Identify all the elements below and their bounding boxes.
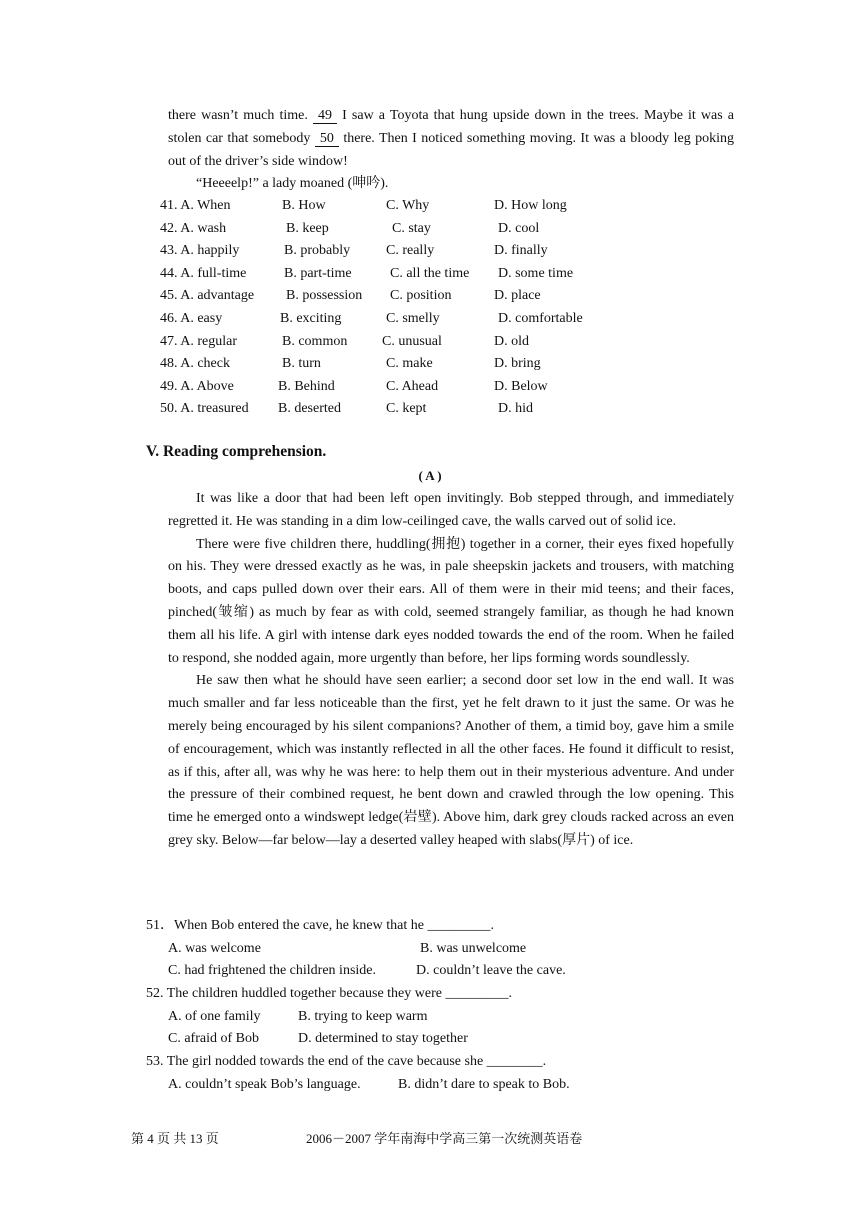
cloze-option-c: C. all the time <box>390 265 470 281</box>
cloze-option-b: B. How <box>282 198 326 213</box>
cloze-option-d: D. hid <box>498 401 533 417</box>
cloze-option-d: D. some time <box>498 265 574 281</box>
cloze-option-d: D. comfortable <box>498 311 583 326</box>
option-51-b: B. was unwelcome <box>420 941 527 956</box>
option-52-a: A. of one family <box>168 1009 261 1024</box>
blank-50: 50 <box>315 132 339 147</box>
exam-title: 2006－2007 学年南海中学高三第一次统测英语卷 <box>306 1131 583 1146</box>
passage-paragraph: There were five children there, huddling(拥抱) together in a corner, their eyes fixed hopefully on his. They were dressed exactly as he was, in pale sheepskin jackets and trousers, with matching boots, and caps pulled down over their ears. All of them were in their mid teens; and their faces, pinched(皱缩) as much by fear as with cold, seemed strangely familiar, as though he had known them all his life. A girl with intense dark eyes nodded towards the end of the room. When he failed to respond, she nodded again, more urgently than before, her lips forming words soundlessly. <box>168 536 734 666</box>
cloze-text <box>168 105 734 173</box>
cloze-option-b: B. exciting <box>280 311 342 326</box>
page-number: 第 4 页 共 13 页 <box>131 1131 219 1146</box>
cloze-option-b: B. Behind <box>278 378 335 394</box>
passage-label: ( A ) <box>418 468 442 483</box>
cloze-option-a: 50. A. treasured <box>160 401 249 417</box>
question-53: 53. The girl nodded towards the end of the cave because she ________. <box>146 1054 547 1069</box>
option-51-d: D. couldn’t leave the cave. <box>416 963 566 978</box>
cloze-option-b: B. turn <box>282 356 321 372</box>
option-52-d: D. determined to stay together <box>298 1031 468 1046</box>
cloze-text-part: I saw a Toyota that hung upside down in the trees. Maybe it was a stolen car that somebody <box>168 108 735 146</box>
cloze-option-a: 48. A. check <box>160 356 230 372</box>
cloze-option-d: D. place <box>494 288 541 304</box>
cloze-option-c: C. position <box>390 288 452 304</box>
cloze-option-c: C. unusual <box>382 333 442 349</box>
blank-49: 49 <box>313 109 337 124</box>
cloze-passage-ending <box>168 105 734 196</box>
cloze-option-d: D. finally <box>494 243 548 259</box>
cloze-option-a: 49. A. Above <box>160 378 234 394</box>
cloze-option-c: C. kept <box>386 401 427 417</box>
cloze-text-part: there wasn’t much time. <box>168 108 308 123</box>
cloze-option-c: C. really <box>386 243 435 259</box>
cloze-option-a: 46. A. easy <box>160 311 223 326</box>
section-title: V. Reading comprehension. <box>146 443 327 460</box>
cloze-option-b: B. common <box>282 333 348 349</box>
reading-passage <box>168 488 734 853</box>
question-52: 52. The children huddled together because they were _________. <box>146 986 512 1001</box>
cloze-option-b: B. deserted <box>278 401 341 417</box>
cloze-option-a: 47. A. regular <box>160 333 237 349</box>
cloze-option-d: D. Below <box>494 378 548 394</box>
cloze-quote: “Heeeelp!” a lady moaned (呻吟). <box>196 176 389 192</box>
passage-paragraph: He saw then what he should have seen earlier; a second door set low in the end wall. It was much smaller and far less noticeable than the first, yet he felt drawn to it just the same. Or was he merely being encouraged by his silent companions? Another of them, a timid boy, gave him a smile of encouragement, which was instantly reflected in all the other faces. He found it difficult to resist, as if this, after all, was why he was here: to help them out in their mysterious adventure. And under the pressure of their combined request, he bent down and crawled through the low opening. This time he emerged onto a windswept ledge(岩壁). Above him, dark grey clouds racked across an even grey sky. Below—far below—lay a deserted valley heaped with slabs(厚片) of ice. <box>168 673 734 848</box>
cloze-option-a: 45. A. advantage <box>160 288 255 304</box>
cloze-option-b: B. keep <box>286 220 329 236</box>
cloze-option-b: B. part-time <box>284 265 352 281</box>
cloze-option-a: 43. A. happily <box>160 243 240 259</box>
cloze-option-d: D. old <box>494 333 529 349</box>
cloze-option-a: 42. A. wash <box>160 220 227 236</box>
cloze-option-c: C. stay <box>392 220 431 236</box>
option-52-b: B. trying to keep warm <box>298 1009 428 1024</box>
option-53-a: A. couldn’t speak Bob’s language. <box>168 1077 361 1092</box>
cloze-option-c: C. make <box>386 356 433 372</box>
cloze-option-c: C. Why <box>386 198 430 213</box>
cloze-text-part: there. Then I noticed something moving. It was a bloody leg poking out of the driver’s side window! <box>168 130 735 169</box>
option-51-a: A. was welcome <box>168 941 261 956</box>
cloze-option-a: 44. A. full-time <box>160 265 247 281</box>
cloze-option-c: C. Ahead <box>386 378 439 394</box>
cloze-option-c: C. smelly <box>386 311 440 326</box>
cloze-option-a: 41. A. When <box>160 198 231 213</box>
cloze-option-b: B. possession <box>286 288 363 304</box>
cloze-option-b: B. probably <box>284 243 351 259</box>
passage-paragraph: It was like a door that had been left open invitingly. Bob stepped through, and immediately regretted it. He was standing in a dim low-ceilinged cave, the walls carved out of solid ice. <box>168 491 734 529</box>
option-51-c: C. had frightened the children inside. <box>168 963 376 978</box>
option-52-c: C. afraid of Bob <box>168 1031 259 1046</box>
cloze-option-d: D. How long <box>494 198 567 213</box>
question-51: 51．When Bob entered the cave, he knew that he _________. <box>146 918 494 933</box>
cloze-option-d: D. bring <box>494 356 541 372</box>
option-53-b: B. didn’t dare to speak to Bob. <box>398 1077 570 1092</box>
cloze-option-d: D. cool <box>498 220 540 236</box>
